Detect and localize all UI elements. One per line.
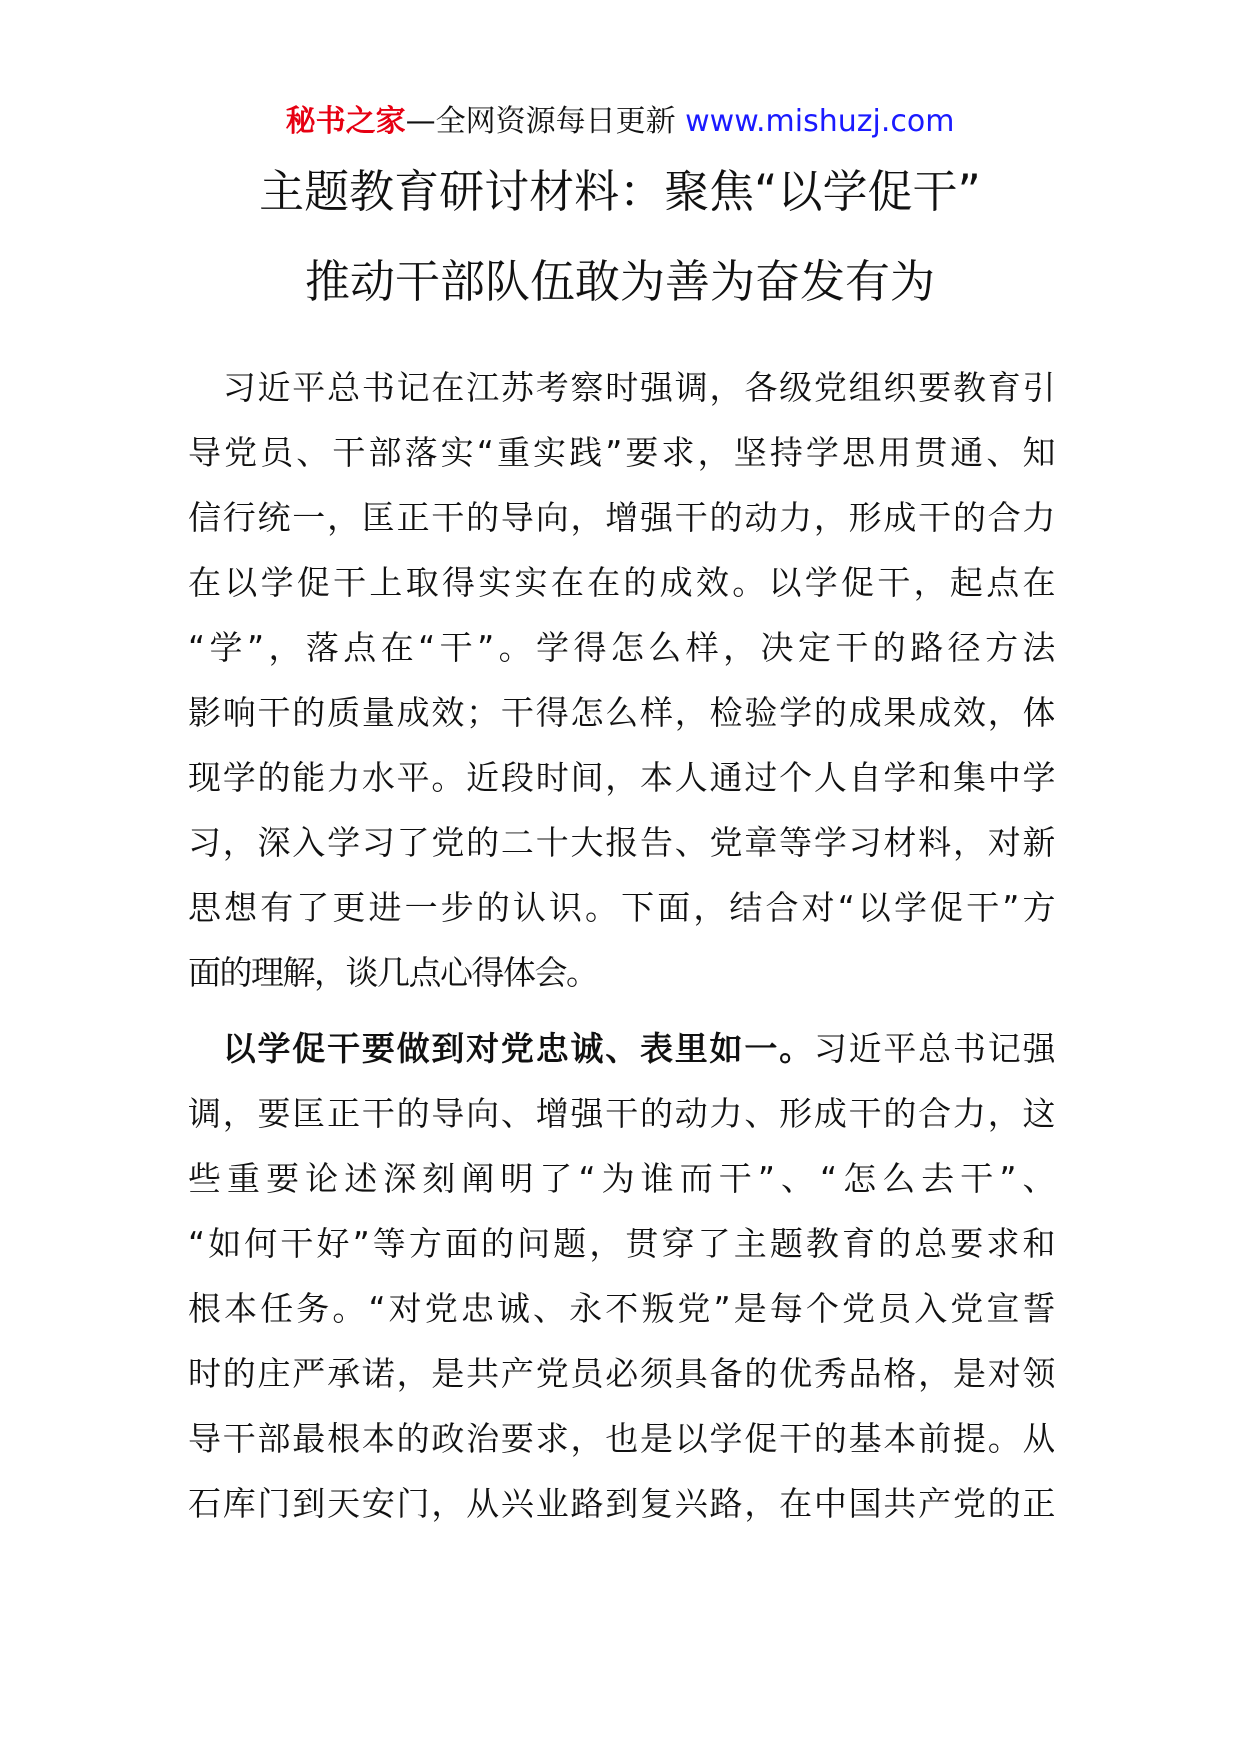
paragraph-line: 导干部最根本的政治要求，也是以学促干的基本前提。从 xyxy=(188,1419,1054,1458)
paragraph-line: 思想有了更进一步的认识。下面，结合对“以学促干”方 xyxy=(188,888,1054,927)
header-tagline: —全网资源每日更新 xyxy=(405,104,686,139)
paragraph-lead-heading: 以学促干要做到对党忠诚、表里如一。 xyxy=(188,1029,814,1068)
paragraph-line: 影响干的质量成效；干得怎么样，检验学的成果成效，体 xyxy=(188,693,1054,732)
paragraph-lead-rest: 习近平总书记强 xyxy=(813,1029,1054,1068)
paragraph-line: 在以学促干上取得实实在在的成效。以学促干，起点在 xyxy=(188,563,1054,602)
paragraph-line: 现学的能力水平。近段时间，本人通过个人自学和集中学 xyxy=(188,758,1054,797)
paragraph-line: 根本任务。“对党忠诚、永不叛党”是每个党员入党宣誓 xyxy=(188,1289,1054,1328)
paragraph-line: 信行统一，匡正干的导向，增强干的动力，形成干的合力 xyxy=(188,498,1054,537)
paragraph-loyalty xyxy=(188,1016,1054,1536)
paragraph-first-line xyxy=(188,1016,1054,1081)
paragraph-line: 石库门到天安门，从兴业路到复兴路，在中国共产党的正 xyxy=(188,1484,1054,1523)
paragraph-line: 习，深入学习了党的二十大报告、党章等学习材料，对新 xyxy=(188,823,1054,862)
paragraph-line: “如何干好”等方面的问题，贯穿了主题教育的总要求和 xyxy=(188,1224,1054,1263)
site-header xyxy=(0,102,1240,142)
document-title-line-1: 主题教育研讨材料：聚焦“以学促干” xyxy=(259,165,981,218)
paragraph-line: 调，要匡正干的导向、增强干的动力、形成干的合力，这 xyxy=(188,1094,1054,1133)
paragraph-intro xyxy=(188,355,1054,1005)
paragraph-line: 导党员、干部落实“重实践”要求，坚持学思用贯通、知 xyxy=(188,433,1054,472)
paragraph-line: 习近平总书记在江苏考察时强调，各级党组织要教育引 xyxy=(188,368,1054,407)
paragraph-line: 些重要论述深刻阐明了“为谁而干”、“怎么去干”、 xyxy=(188,1159,1054,1198)
paragraph-line: 时的庄严承诺，是共产党员必须具备的优秀品格，是对领 xyxy=(188,1354,1054,1393)
site-url-link[interactable]: www.mishuzj.com xyxy=(685,104,955,139)
paragraph-line: “学”，落点在“干”。学得怎么样，决定干的路径方法 xyxy=(188,628,1054,667)
paragraph-line: 面的理解，谈几点心得体会。 xyxy=(188,953,598,992)
document-title-line-2: 推动干部队伍敢为善为奋发有为 xyxy=(304,255,935,308)
brand-name: 秘书之家 xyxy=(285,104,406,139)
